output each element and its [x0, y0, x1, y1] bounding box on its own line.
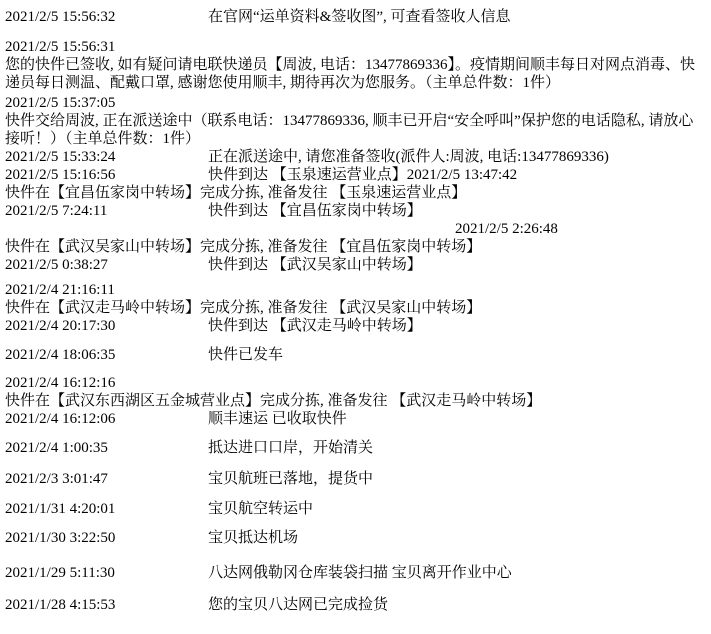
event-time: 2021/2/4 16:12:16 — [5, 375, 116, 391]
event-text: 宝贝抵达机场 — [208, 530, 299, 546]
event-row — [5, 500, 707, 518]
event-time: 2021/2/5 15:37:05 — [5, 95, 116, 111]
event-row — [5, 281, 707, 299]
event-row — [5, 596, 707, 614]
event-time: 2021/2/4 16:12:06 — [5, 411, 116, 427]
event-time: 2021/2/4 20:17:30 — [5, 318, 116, 334]
event-row — [5, 374, 707, 392]
event-row — [5, 564, 707, 582]
event-time: 2021/2/4 18:06:35 — [5, 347, 116, 363]
event-text: 快件已发车 — [208, 347, 284, 363]
event-time: 2021/1/31 4:20:01 — [5, 501, 116, 517]
event-row — [5, 470, 707, 488]
event-time: 2021/2/5 0:38:27 — [5, 257, 108, 273]
event-row — [5, 94, 707, 112]
event-time: 2021/2/5 2:26:48 — [455, 221, 558, 237]
event-row — [5, 202, 707, 220]
event-row — [5, 346, 707, 364]
event-row — [5, 317, 707, 335]
event-time: 2021/2/3 3:01:47 — [5, 471, 108, 487]
event-row — [5, 220, 707, 238]
event-text-wrapped: 快件在【武汉走马岭中转场】完成分拣, 准备发往 【武汉吴家山中转场】 — [5, 300, 482, 316]
event-text: 八达网俄勒冈仓库装袋扫描 宝贝离开作业中心 — [208, 565, 512, 581]
event-row — [5, 8, 707, 26]
event-time-inline: 2021/2/5 13:47:42 — [406, 167, 518, 183]
event-row — [5, 410, 707, 428]
event-text: 快件到达 【玉泉速运营业点】 — [208, 167, 407, 183]
event-row — [5, 148, 707, 166]
event-row — [5, 38, 707, 56]
event-text-wrapped: 快件在【武汉东西湖区五金城营业点】完成分拣, 准备发往 【武汉走马岭中转场】 — [5, 393, 542, 409]
event-text: 抵达进口口岸，开始清关 — [208, 440, 374, 456]
event-time: 2021/2/4 21:16:11 — [5, 282, 115, 298]
event-time: 2021/2/4 1:00:35 — [5, 440, 108, 456]
event-time: 2021/2/5 7:24:11 — [5, 203, 108, 219]
event-text-wrapped: 您的快件已签收, 如有疑问请电联快递员【周波, 电话：13477869336】。疫情期间顺丰每日对网点消毒、快递员每日测温、配戴口罩, 感谢您使用顺丰, 期待再次为您服务。（主单总件数：1件） — [5, 57, 696, 91]
event-text: 快件到达 【宜昌伍家岗中转场】 — [208, 203, 422, 219]
event-time: 2021/1/28 4:15:53 — [5, 597, 116, 613]
event-text: 正在派送途中, 请您准备签收(派件人:周波, 电话:13477869336) — [208, 149, 609, 165]
event-text-wrapped: 快件交给周波, 正在派送途中（联系电话：13477869336, 顺丰已开启“安全呼叫”保护您的电话隐私, 请放心接听！）（主单总件数：1件） — [5, 113, 694, 147]
event-text: 宝贝航班已落地，提货中 — [208, 471, 374, 487]
event-text: 快件到达 【武汉吴家山中转场】 — [208, 257, 422, 273]
event-time: 2021/1/29 5:11:30 — [5, 565, 115, 581]
event-row — [5, 166, 707, 184]
event-row — [5, 529, 707, 547]
event-row — [5, 256, 707, 274]
event-text: 宝贝航空转运中 — [208, 501, 314, 517]
event-text: 快件到达 【武汉走马岭中转场】 — [208, 318, 422, 334]
event-text-wrapped: 快件在【武汉吴家山中转场】完成分拣, 准备发往 【宜昌伍家岗中转场】 — [5, 239, 482, 255]
event-time: 2021/1/30 3:22:50 — [5, 530, 116, 546]
event-time: 2021/2/5 15:56:31 — [5, 39, 116, 55]
event-text: 顺丰速运 已收取快件 — [208, 411, 347, 427]
event-time: 2021/2/5 15:33:24 — [5, 149, 116, 165]
event-time: 2021/2/5 15:56:32 — [5, 9, 116, 25]
event-text: 在官网“运单资料&签收图”, 可查看签收人信息 — [208, 9, 511, 25]
event-text: 您的宝贝八达网已完成捡货 — [208, 597, 389, 613]
event-time: 2021/2/5 15:16:56 — [5, 167, 116, 183]
event-text-wrapped: 快件在【宜昌伍家岗中转场】完成分拣, 准备发往 【玉泉速运营业点】 — [5, 185, 467, 201]
event-row — [5, 439, 707, 457]
